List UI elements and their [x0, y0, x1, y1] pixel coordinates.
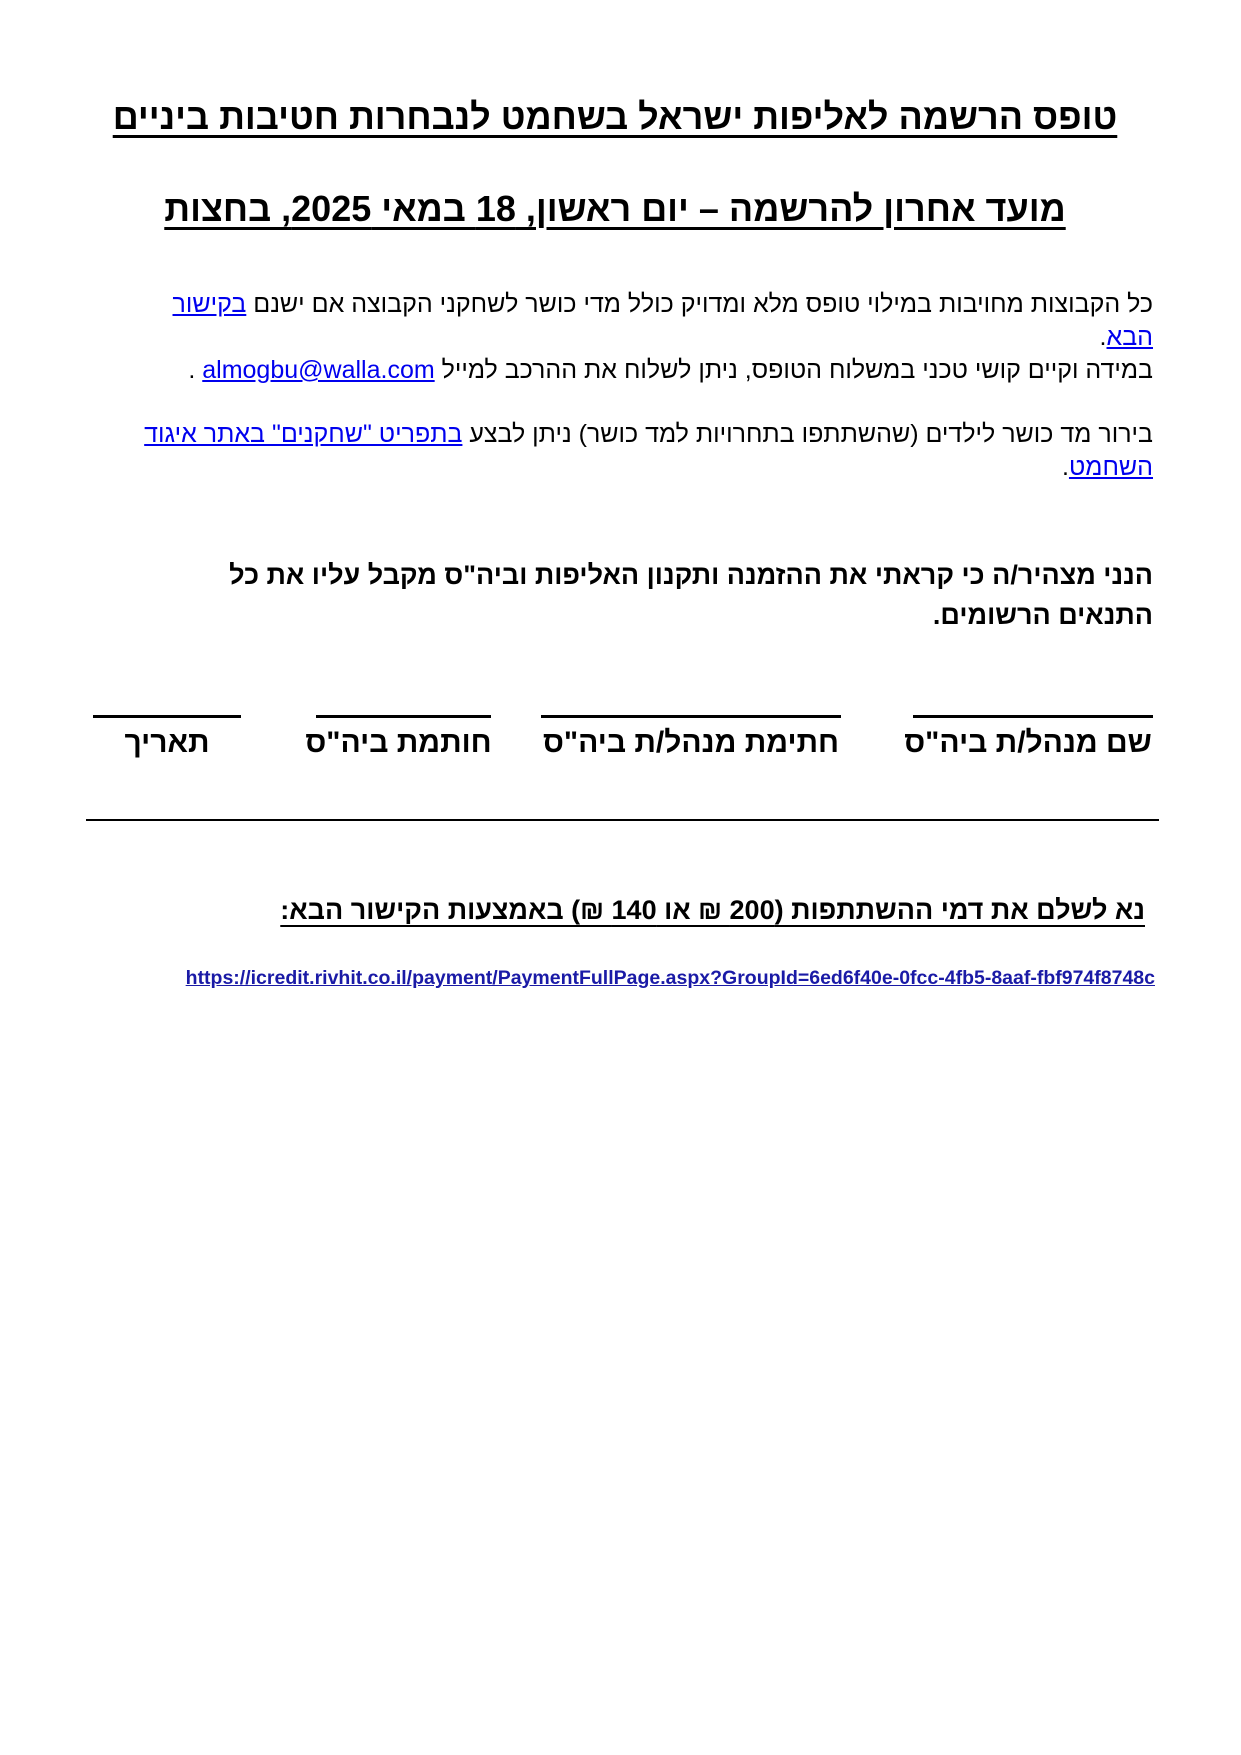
- principal-name-label: שם מנהל/ת ביה"ס: [904, 726, 1152, 759]
- school-stamp-field: [301, 715, 496, 760]
- rating-paragraph: [138, 418, 1153, 484]
- principal-signature-line: [541, 715, 841, 718]
- date-line: [93, 715, 241, 718]
- email-instructions-text: במידה וקיים קושי טכני במשלוח הטופס, ניתן לשלוח את ההרכב למייל: [434, 356, 1153, 384]
- instructions-text: כל הקבוצות מחויבות במילוי טופס מלא ומדויק כולל מדי כושר לשחקני הקבוצה אם ישנם: [246, 290, 1153, 318]
- form-link[interactable]: בקישור הבא: [172, 290, 1153, 351]
- email-instructions-end: .: [188, 356, 203, 384]
- school-stamp-label: חותמת ביה"ס: [305, 726, 492, 759]
- school-stamp-line: [316, 715, 491, 718]
- payment-heading: נא לשלם את דמי ההשתתפות (200 ₪ או 140 ₪) באמצעות הקישור הבא:: [280, 895, 1145, 925]
- divider: [86, 819, 1159, 821]
- players-menu-link[interactable]: בתפריט "שחקנים" באתר איגוד השחמט: [144, 420, 1153, 481]
- instructions-end: .: [1099, 323, 1107, 351]
- principal-name-line: [913, 715, 1153, 718]
- rating-end: .: [1062, 453, 1069, 481]
- principal-name-field: [903, 715, 1153, 760]
- rating-text: בירור מד כושר לילדים (שהשתתפו בתחרויות למד כושר) ניתן לבצע: [462, 420, 1153, 448]
- date-label: תאריך: [124, 726, 210, 759]
- payment-link[interactable]: https://icredit.rivhit.co.il/payment/PaymentFullPage.aspx?GroupId=6ed6f40e-0fcc-4fb5-8aaf-fbf974f8748c: [185, 967, 1155, 989]
- registration-deadline: מועד אחרון להרשמה – יום ראשון, 18 במאי 2025, בחצות: [164, 188, 1066, 229]
- declaration: הנני מצהיר/ה כי קראתי את ההזמנה ותקנון האליפות וביה"ס מקבל עליו את כל התנאים הרשומים.: [229, 560, 1153, 630]
- date-field: [93, 715, 241, 760]
- principal-signature-field: [541, 715, 841, 760]
- form-title: טופס הרשמה לאליפות ישראל בשחמט לנבחרות חטיבות ביניים: [112, 96, 1118, 137]
- principal-signature-label: חתימת מנהל/ת ביה"ס: [542, 726, 840, 759]
- instructions-paragraph: [123, 288, 1153, 387]
- email-link[interactable]: almogbu@walla.com: [202, 356, 435, 384]
